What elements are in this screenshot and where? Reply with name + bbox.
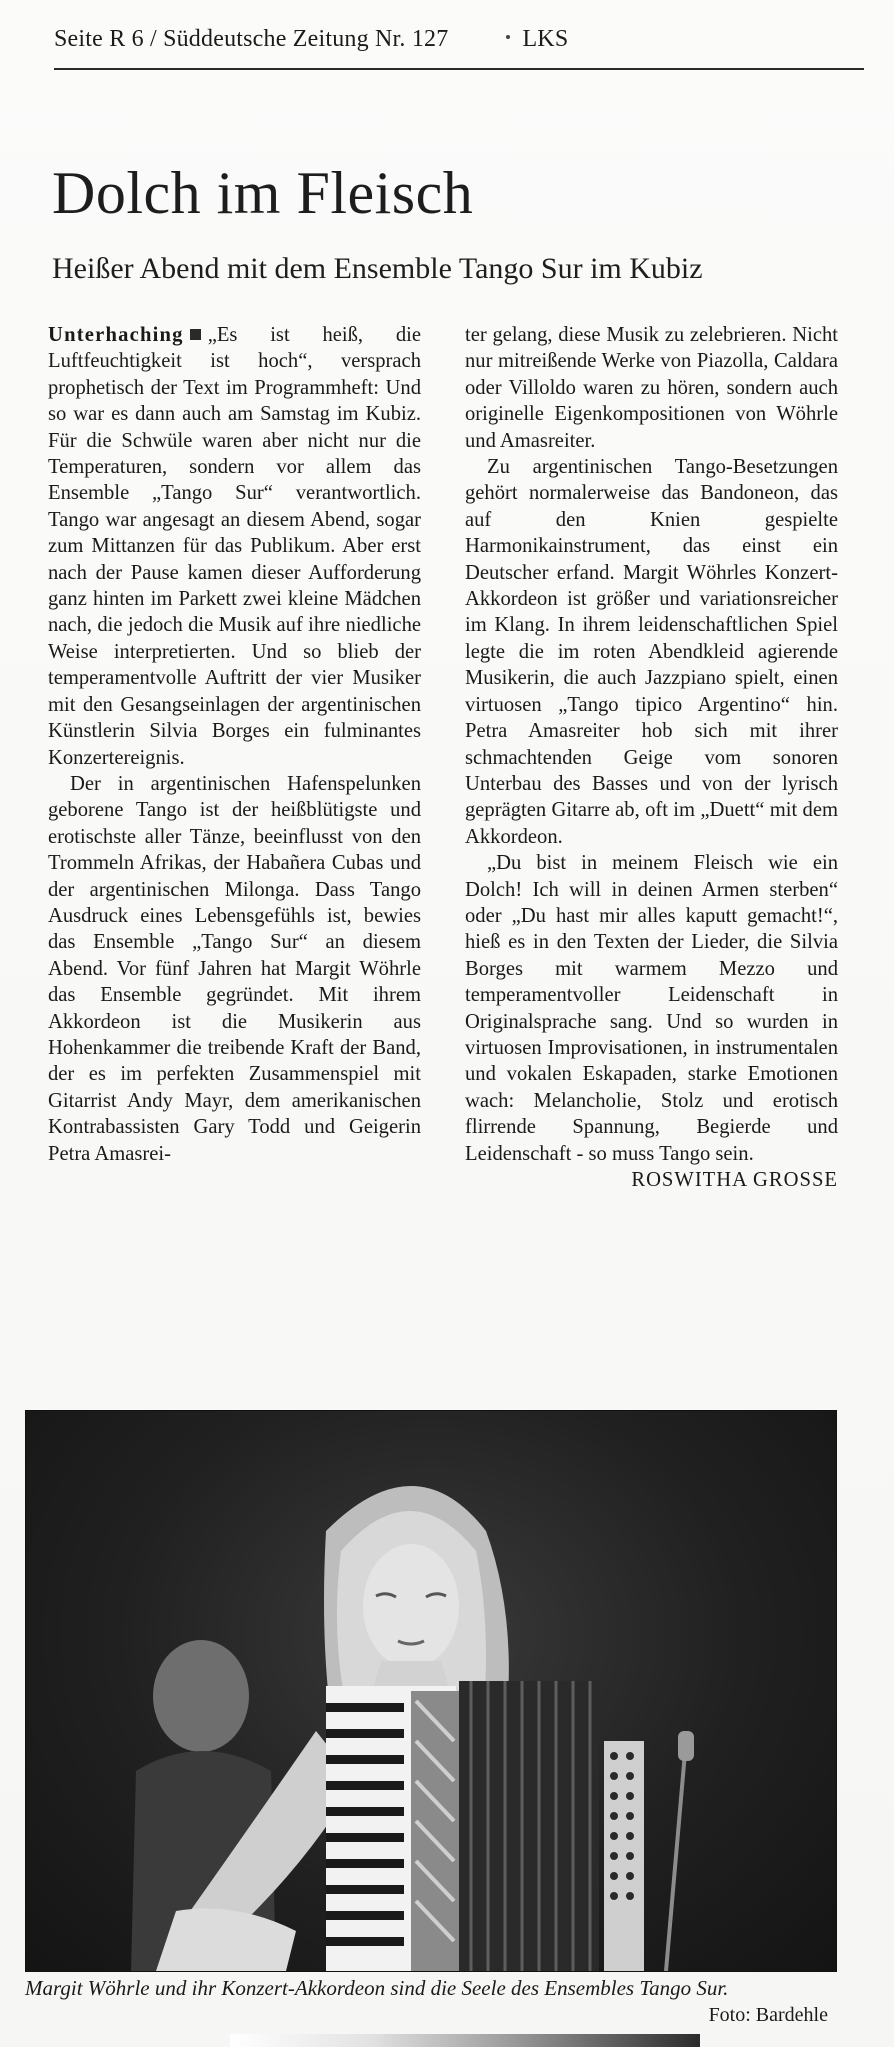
subheadline: Heißer Abend mit dem Ensemble Tango Sur im Kubiz [52,252,703,285]
page-header [54,26,568,53]
paragraph: Der in argentinischen Hafenspelunken geborene Tango ist der heißblütigste und erotischste aller Tänze, beeinflusst von den Trommeln Afrikas, der Habañera Cubas und der argentinischen Milonga. Dass Tango Ausdruck eines Lebensgefühls ist, bewies das Ensemble „Tango Sur“ an diesem Abend. Vor fünf Jahren hat Margit Wöhrle das Ensemble gegründet. Mit ihrem Akkordeon ist die Musikerin aus Hohenkammer die treibende Kraft der Band, der es im perfekten Zusammenspiel mit Gitarrist Andy Mayr, dem amerikanischen Kontrabassisten Gary Todd und Geigerin Petra Amasrei- [48,772,421,1165]
photo-caption: Margit Wöhrle und ihr Konzert-Akkordeon sind die Seele des Ensembles Tango Sur. [25,1976,729,2000]
separator-dot [506,35,510,39]
paragraph: ter gelang, diese Musik zu zelebrieren. Nicht nur mitreißende Werke von Piazolla, Caldara oder Villoldo waren zu hören, sondern auch originelle Eigenkompositionen von Wöhrle und Amasreiter. [465,324,838,452]
section-label: LKS [522,26,569,52]
header-rule [54,68,864,70]
photo-credit: Foto: Bardehle [708,2004,828,2026]
dateline-square-icon [190,329,201,340]
paragraph-text: „Es ist heiß, die Luftfeuchtigkeit ist hoch“, versprach prophetisch der Text im Programmheft: Und so war es dann auch am Samstag im Kubiz. Für die Schwüle waren aber nicht nur die Temperaturen, sondern vor allem das Ensemble „Tango Sur“ verantwortlich. Tango war angesagt an diesem Abend, sogar zum Mittanzen für das Publikum. Aber erst nach der Pause kamen dieser Aufforderung ganz hinten im Parkett zwei kleine Mädchen nach, die jedoch die Musik auf ihre niedliche Weise interpretierten. Und so blieb der temperamentvolle Auftritt der vier Musiker mit den Gesangseinlagen der argentinischen Künstlerin Silvia Borges ein fulminantes Konzertereignis. [48,324,421,769]
paragraph [465,850,838,1191]
accordion-player-photo [25,1410,837,1972]
photo-illustration [26,1411,836,1971]
article-column-1 [48,322,421,1167]
next-page-bleed [230,2034,700,2047]
paragraph [48,322,421,771]
headline: Dolch im Fleisch [52,160,474,226]
paragraph-text: „Du bist in meinem Fleisch wie ein Dolch! Ich will in deinen Armen sterben“ oder „Du hast mir alles kaputt gemacht!“, hieß es in den Texten der Lieder, die Silvia Borges mit warmem Mezzo und temperamentvoller Leidenschaft in Originalsprache sang. Und so wurden in virtuosen Improvisationen, in instrumentalen und vokalen Eskapaden, starke Emotionen wach: Melancholie, Stolz und erotisch flirrende Spannung, Begierde und Leidenschaft - so muss Tango sein. [465,852,838,1165]
page-reference: Seite R 6 / Süddeutsche Zeitung Nr. 127 [54,26,449,52]
paragraph: Zu argentinischen Tango-Besetzungen gehört normalerweise das Bandoneon, das auf den Knien gespielte Harmonikainstrument, das einst ein Deutscher erfand. Margit Wöhrles Konzert-Akkordeon ist größer und variationsreicher im Klang. In ihrem leidenschaftlichen Spiel legte die im roten Abendkleid agierende Musikerin, die auch Jazzpiano spielt, einen virtuosen „Tango tipico Argentino“ hin. Petra Amasreiter hob sich mit ihrer schmachtenden Geige vom sonoren Unterbau des Basses und von der lyrisch geprägten Gitarre ab, oft im „Duett“ mit dem Akkordeon. [465,456,838,848]
article-column-2 [465,322,838,1193]
dateline: Unterhaching [48,324,184,346]
author-byline: ROSWITHA GROSSE [631,1169,838,1191]
